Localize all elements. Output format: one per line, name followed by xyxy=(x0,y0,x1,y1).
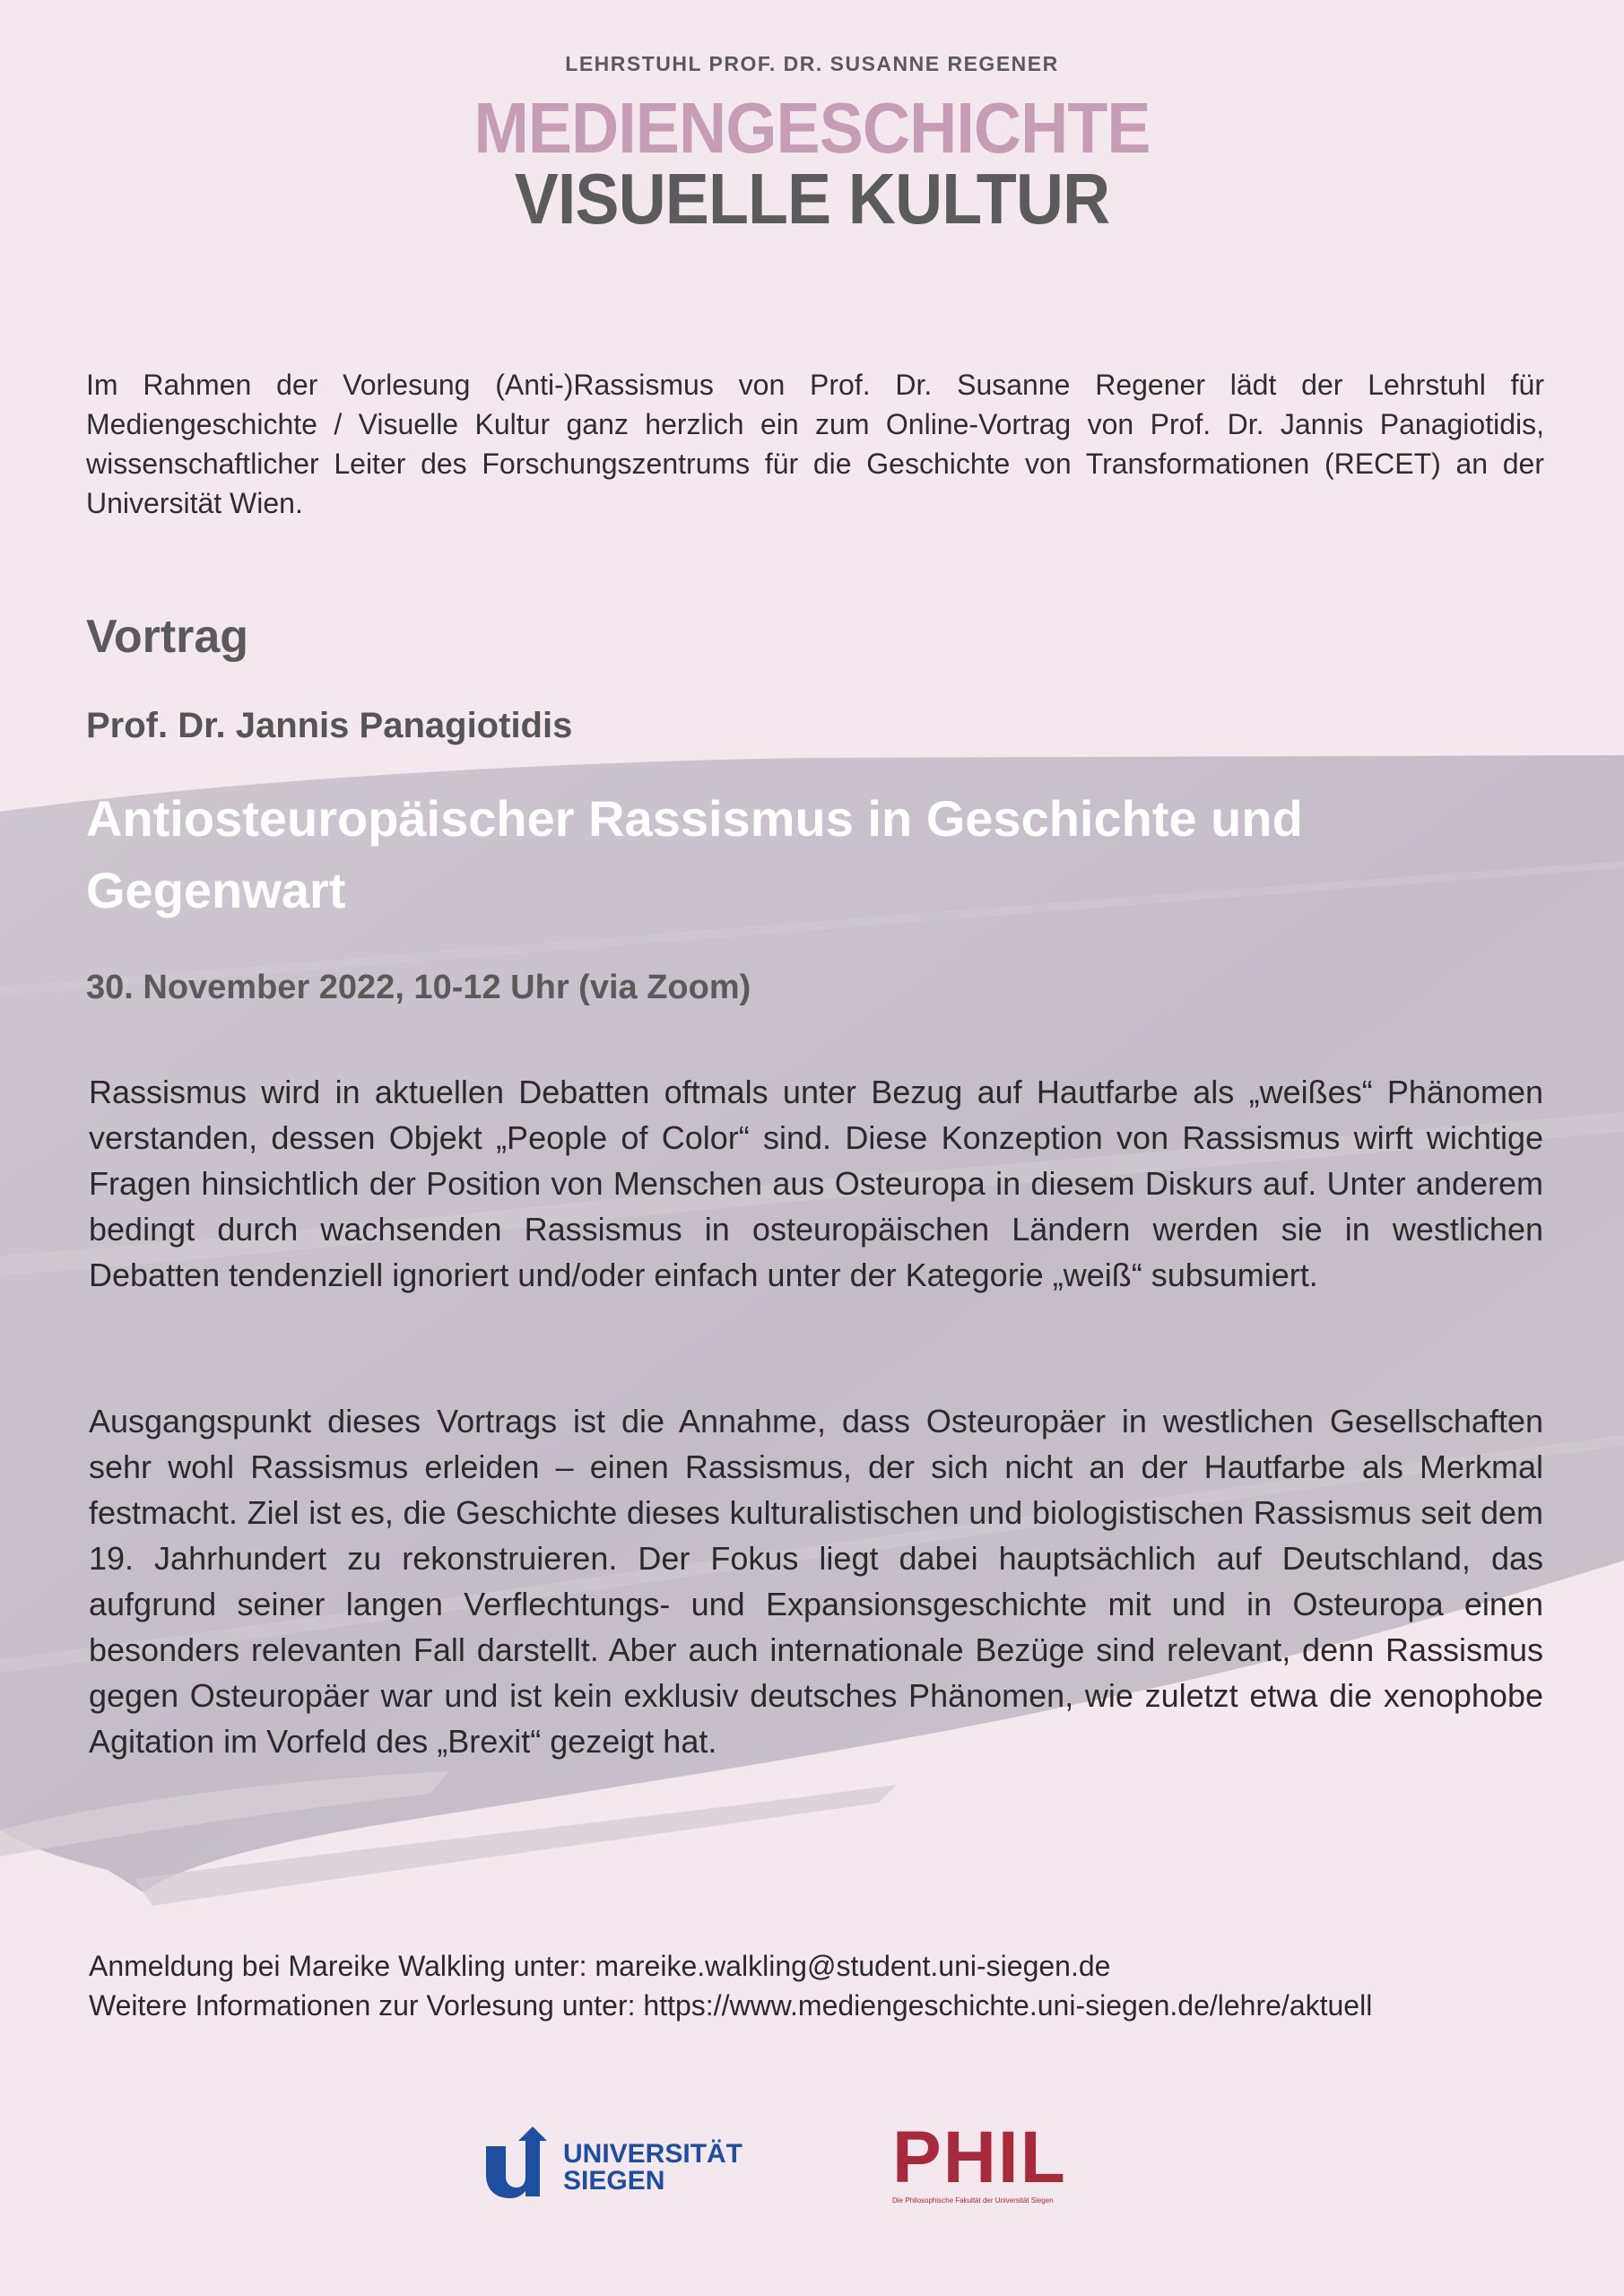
brand-title-line2: VISUELLE KULTUR xyxy=(514,159,1110,239)
abstract-paragraph-2: Ausgangspunkt dieses Vortrags ist die Annahme, dass Osteuropäer in westlichen Gesellschaften sehr wohl Rassismus erleiden – einen Rassismus, der sich nicht an der Hautfarbe als Merkmal festmacht. Ziel ist es, die Geschichte dieses kulturalistischen und biologistischen Rassismus seit dem 19. Jahrhundert zu rekonstruieren. Der Fokus liegt dabei hauptsächlich auf Deutschland, das aufgrund seiner langen Verflechtungs- und Expansionsgeschichte mit und in Osteuropa einen besonders relevanten Fall darstellt. Aber auch internationale Bezüge sind relevant, denn Rassismus gegen Osteuropäer war und ist kein exklusiv deutsches Phänomen, wie zuletzt etwa die xenophobe Agitation im Vorfeld des „Brexit“ gezeigt hat. xyxy=(89,1403,1543,1760)
university-siegen-logo xyxy=(482,2125,751,2205)
phil-faculty-logo xyxy=(892,2117,1067,2205)
phil-subtitle: Die Philosophische Fakultät der Universität Siegen xyxy=(892,2196,1054,2205)
uni-name-line1: UNIVERSITÄT xyxy=(563,2139,743,2169)
speaker-name: Prof. Dr. Jannis Panagiotidis xyxy=(86,706,573,745)
intro-paragraph: Im Rahmen der Vorlesung (Anti-)Rassismus von Prof. Dr. Susanne Regener lädt der Lehrstuhl für Mediengeschichte / Visuelle Kultur ganz herzlich ein zum Online-Vortrag von Prof. Dr. Jannis Panagiotidis, wissenschaftlicher Leiter des Forschungszentrums für die Geschichte von Transformationen (RECET) an der Universität Wien. xyxy=(86,369,1544,519)
footer-logos xyxy=(0,2117,1624,2220)
chair-name: LEHRSTUHL PROF. DR. SUSANNE REGENER xyxy=(565,52,1059,75)
uni-name-line2: SIEGEN xyxy=(563,2166,665,2196)
info-link-line[interactable]: Weitere Informationen zur Vorlesung unter: https://www.mediengeschichte.uni-siegen.de/lehre/aktuell xyxy=(89,1989,1373,2022)
brand-title-line1: MEDIENGESCHICHTE xyxy=(473,88,1151,168)
registration-line[interactable]: Anmeldung bei Mareike Walkling unter: mareike.walkling@student.uni-siegen.de xyxy=(89,1950,1111,1982)
university-siegen-mark-icon xyxy=(482,2125,554,2200)
event-date: 30. November 2022, 10-12 Uhr (via Zoom) xyxy=(86,969,751,1006)
event-type-label: Vortrag xyxy=(86,611,249,663)
abstract-paragraph-1: Rassismus wird in aktuellen Debatten oftmals unter Bezug auf Hautfarbe als „weißes“ Phänomen verstanden, dessen Objekt „People of Color“ sind. Diese Konzeption von Rassismus wirft wichtige Fragen hinsichtlich der Position von Menschen aus Osteuropa in diesem Diskurs auf. Unter anderem bedingt durch wachsenden Rassismus in osteuropäischen Ländern werden sie in westlichen Debatten tendenziell ignoriert und/oder einfach unter der Kategorie „weiß“ subsumiert. xyxy=(89,1074,1543,1293)
phil-wordmark: PHIL xyxy=(892,2117,1067,2198)
talk-title: Antiosteuropäischer Rassismus in Geschichte und Gegenwart xyxy=(86,790,1303,918)
header xyxy=(0,52,1624,239)
contact-info xyxy=(89,1946,1372,2025)
